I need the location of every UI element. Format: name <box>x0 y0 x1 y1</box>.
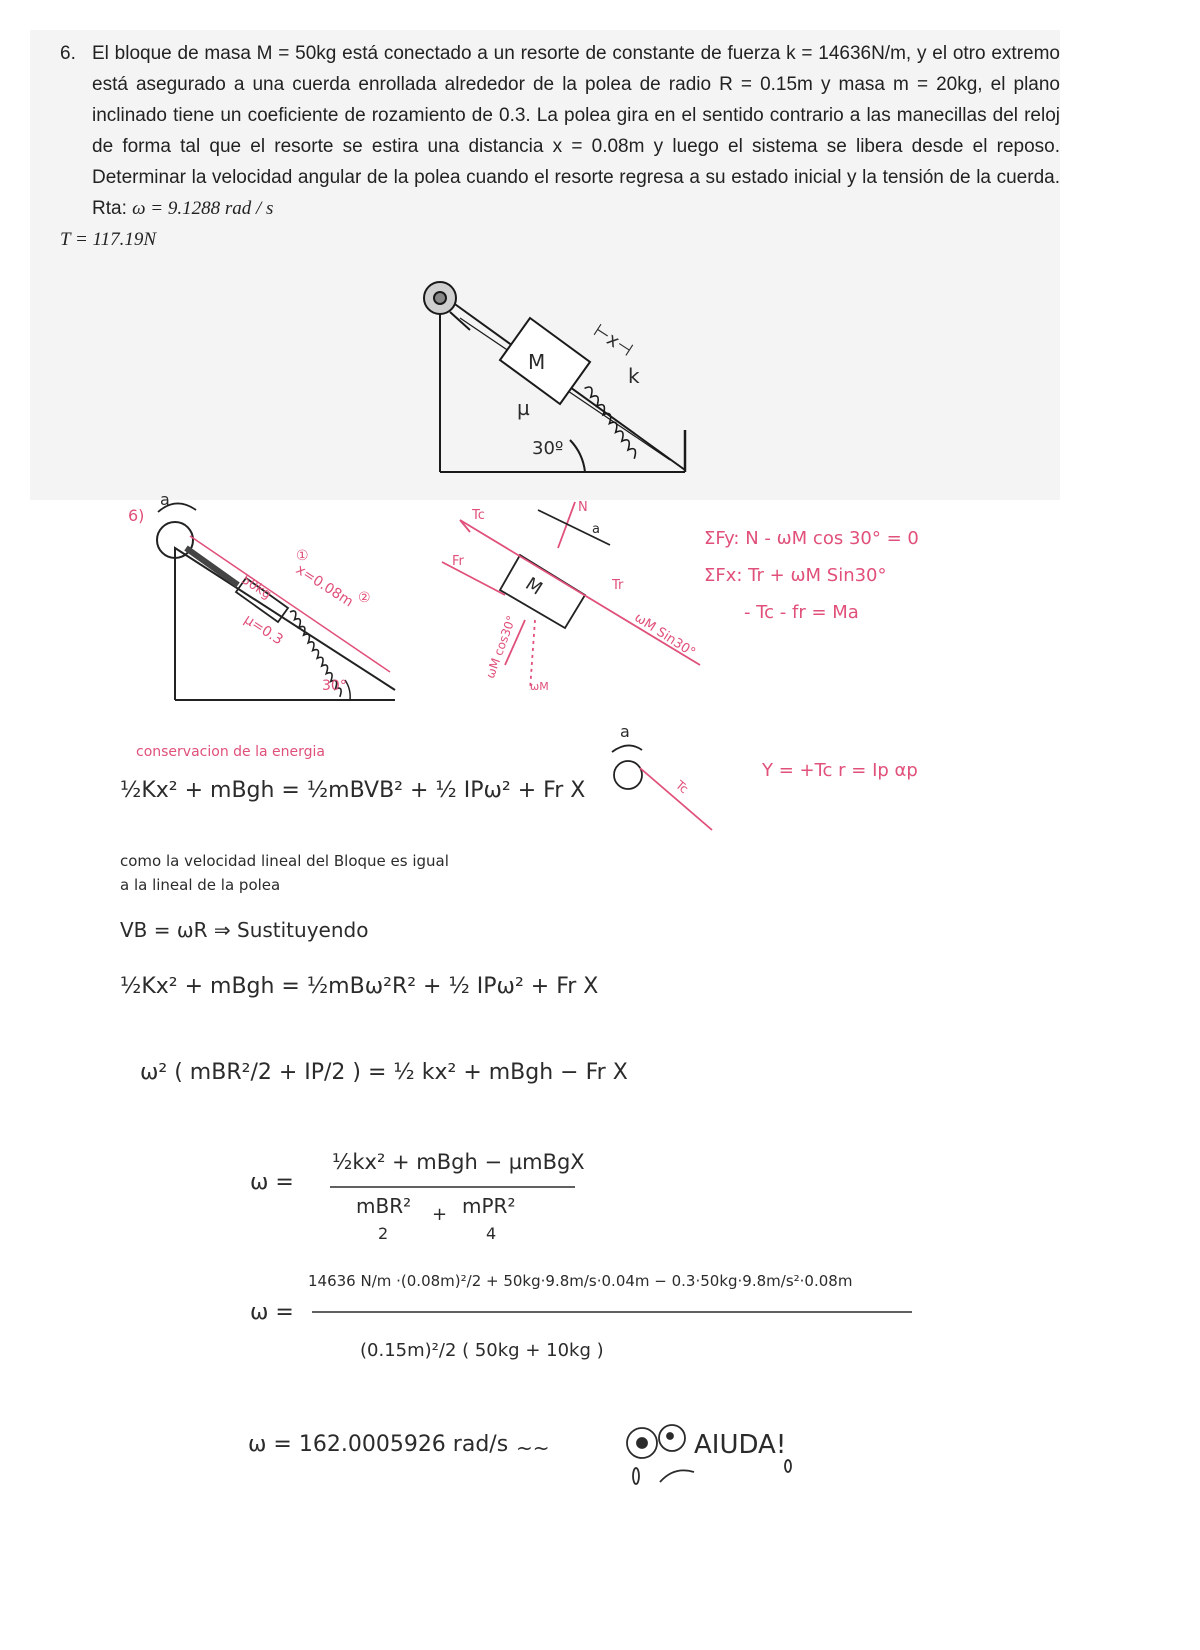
work-eq3: ½Kx² + mBgh = ½mBω²R² + ½ IPω² + Fr X <box>120 974 599 999</box>
sketch-problem-tag: 6) <box>128 506 145 525</box>
eq-torque: Υ = +Tc r = Ip αp <box>762 760 918 781</box>
sketch-point-2: ② <box>358 590 371 606</box>
figure-x-label: ⊢x⊣ <box>589 320 637 361</box>
answer-omega: ω = 9.1288 rad / s <box>132 198 274 219</box>
work-eq1: ½Kx² + mBgh = ½mBVB² + ½ IPω² + Fr X <box>120 778 586 803</box>
work-eq2: VB = ωR ⇒ Sustituyendo <box>120 918 369 942</box>
sketch-x-label: x=0.08m <box>292 561 356 611</box>
sketch-mass-label: 50kg <box>238 572 274 603</box>
fbd-wm-label: ωM <box>530 680 549 693</box>
pulley-fbd-a: a <box>620 722 630 741</box>
eq6-denominator: (0.15m)²/2 ( 50kg + 10kg ) <box>360 1340 604 1361</box>
work-result: ω = 162.0005926 rad/s <box>248 1432 509 1457</box>
figure-block-label: M <box>528 350 546 374</box>
omega-lhs-1: ω = <box>250 1170 294 1195</box>
sketch-angle-label: 30° <box>322 678 347 694</box>
sketch-point-1: ① <box>296 548 309 564</box>
spring-icon <box>567 385 654 459</box>
eq5-den-b: mPR² <box>462 1194 516 1218</box>
eq5-den-a2: 2 <box>378 1224 389 1243</box>
free-body-diagram <box>442 502 700 690</box>
squiggle-mark: ~~ <box>516 1436 550 1460</box>
fbd-block-label: M <box>521 573 546 600</box>
fbd-wm-sin-label: ωM Sin30° <box>631 610 698 661</box>
work-note1: como la velocidad lineal del Bloque es igual <box>120 852 449 870</box>
figure-mu-label: µ <box>517 396 530 420</box>
fbd-n-label: N <box>578 500 588 515</box>
fbd-fr-label: Fr <box>452 554 464 569</box>
figure-angle-label: 30º <box>532 438 564 459</box>
eq5-den-a: mBR² <box>356 1194 412 1218</box>
eq-sum-fy: ΣFy: N - ωM cos 30° = 0 <box>704 528 919 549</box>
pulley-fbd-icon <box>614 761 642 789</box>
eq5-den-b2: 4 <box>486 1224 497 1243</box>
figure-k-label: k <box>628 364 640 388</box>
problem-text: El bloque de masa M = 50kg está conectado a un resorte de constante de fuerza k = 14636N/m, y el otro extremo está asegurado a una cuerda enrollada alrededor de la polea de radio R = 0.15m y masa m = 20kg, el plano inclinado tiene un coeficiente de rozamiento de 0.3. La polea gira en el sentido contrario a las manecillas del reloj de forma tal que el resorte se estira una distancia x = 0.08m y luego el sistema se libera desde el reposo. Determinar la velocidad angular de la polea cuando el resorte regresa a su estado inicial y la tensión de la cuerda. Rta: <box>92 43 1060 219</box>
answer-tension: T = 117.19N <box>60 229 157 250</box>
pulley-fbd-tc: Tc <box>672 777 691 797</box>
pulley-fbd <box>612 745 712 830</box>
fbd-tr-label: Tr <box>612 578 624 593</box>
work-eq4: ω² ( mBR²/2 + IP/2 ) = ½ kx² + mBgh − Fr X <box>140 1060 628 1085</box>
aiuda-text: AIUDA! <box>694 1430 787 1460</box>
eq-sum-fx: ΣFx: Tr + ωM Sin30° <box>704 565 887 586</box>
work-note2: a la lineal de la polea <box>120 876 281 894</box>
eq6-numerator: 14636 N/m ·(0.08m)²/2 + 50kg·9.8m/s·0.04m − 0.3·50kg·9.8m/s²·0.08m <box>308 1272 853 1290</box>
sketch-mu-label: µ=0.3 <box>241 611 286 649</box>
eq5-den-plus: + <box>432 1204 448 1225</box>
eq5-numerator: ½kx² + mBgh − µmBgX <box>332 1150 585 1174</box>
problem-number: 6. <box>60 43 76 64</box>
omega-lhs-2: ω = <box>250 1300 294 1325</box>
fbd-wm-cos-label: ωM cos30° <box>483 613 519 681</box>
fbd-tc-label: Tc <box>472 508 485 523</box>
sketch-rotation-label: a <box>160 490 170 509</box>
fbd-a-label: a <box>592 522 600 537</box>
eq-sum-fx-cont: - Tc - fr = Ma <box>744 602 859 623</box>
work-heading: conservacion de la energia <box>136 744 325 760</box>
